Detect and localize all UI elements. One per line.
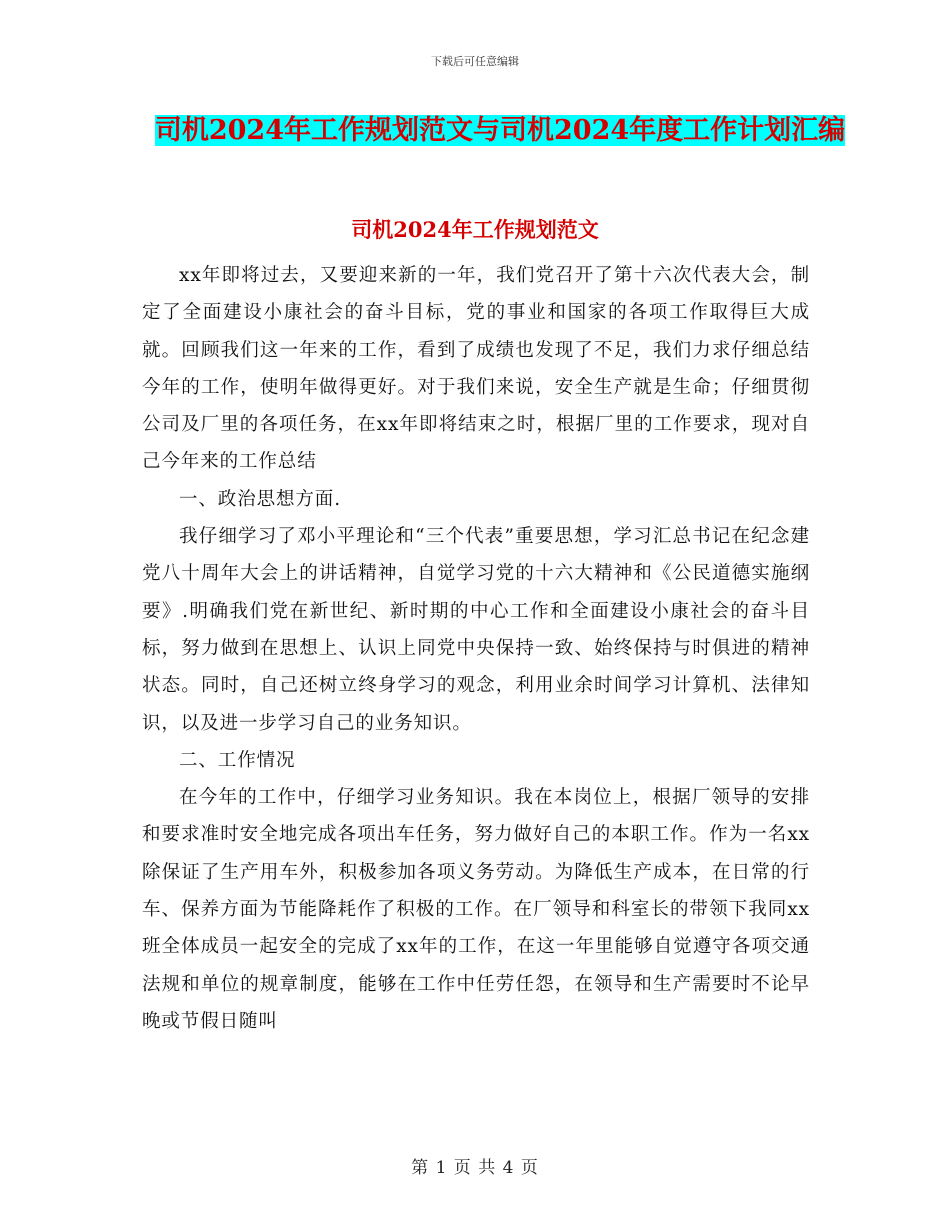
- paragraph: xx年即将过去，又要迎来新的一年，我们党召开了第十六次代表大会，制定了全面建设小康社会的奋斗目标，党的事业和国家的各项工作取得巨大成就。回顾我们这一年来的工作，看到了成绩也发现了不足，我们力求仔细总结今年的工作，使明年做得更好。对于我们来说，安全生产就是生命；仔细贯彻公司及厂里的各项任务，在xx年即将结束之时，根据厂里的工作要求，现对自己今年来的工作总结: [142, 265, 810, 473]
- document-body: [142, 257, 810, 1040]
- header-note: 下载后可任意编辑: [431, 55, 519, 68]
- paragraph-heading-work: 二、工作情况: [179, 749, 296, 771]
- paragraph: 我仔细学习了邓小平理论和“三个代表”重要思想，学习汇总书记在纪念建党八十周年大会上的讲话精神，自觉学习党的十六大精神和《公民道德实施纲要》.明确我们党在新世纪、新时期的中心工作和全面建设小康社会的奋斗目标，努力做到在思想上、认识上同党中央保持一致、始终保持与时俱进的精神状态。同时，自己还树立终身学习的观念，利用业余时间学习计算机、法律知识，以及进一步学习自己的业务知识。: [142, 526, 810, 734]
- paragraph: 在今年的工作中，仔细学习业务知识。我在本岗位上，根据厂领导的安排和要求准时安全地完成各项出车任务，努力做好自己的本职工作。作为一名xx除保证了生产用车外，积极参加各项义务劳动。为降低生产成本，在日常的行车、保养方面为节能降耗作了积极的工作。在厂领导和科室长的带领下我同xx班全体成员一起安全的完成了xx年的工作，在这一年里能够自觉遵守各项交通法规和单位的规章制度，能够在工作中任劳任怨，在领导和生产需要时不论早晚或节假日随叫: [142, 787, 810, 1032]
- section-title: 司机2024年工作规划范文: [351, 217, 599, 242]
- page-number: 第 1 页 共 4 页: [411, 1158, 539, 1178]
- paragraph-heading-politics: 一、政治思想方面.: [179, 488, 341, 510]
- document-title: [140, 106, 860, 156]
- document-title-text: 司机2024年工作规划范文与司机2024年度工作计划汇编: [154, 115, 846, 146]
